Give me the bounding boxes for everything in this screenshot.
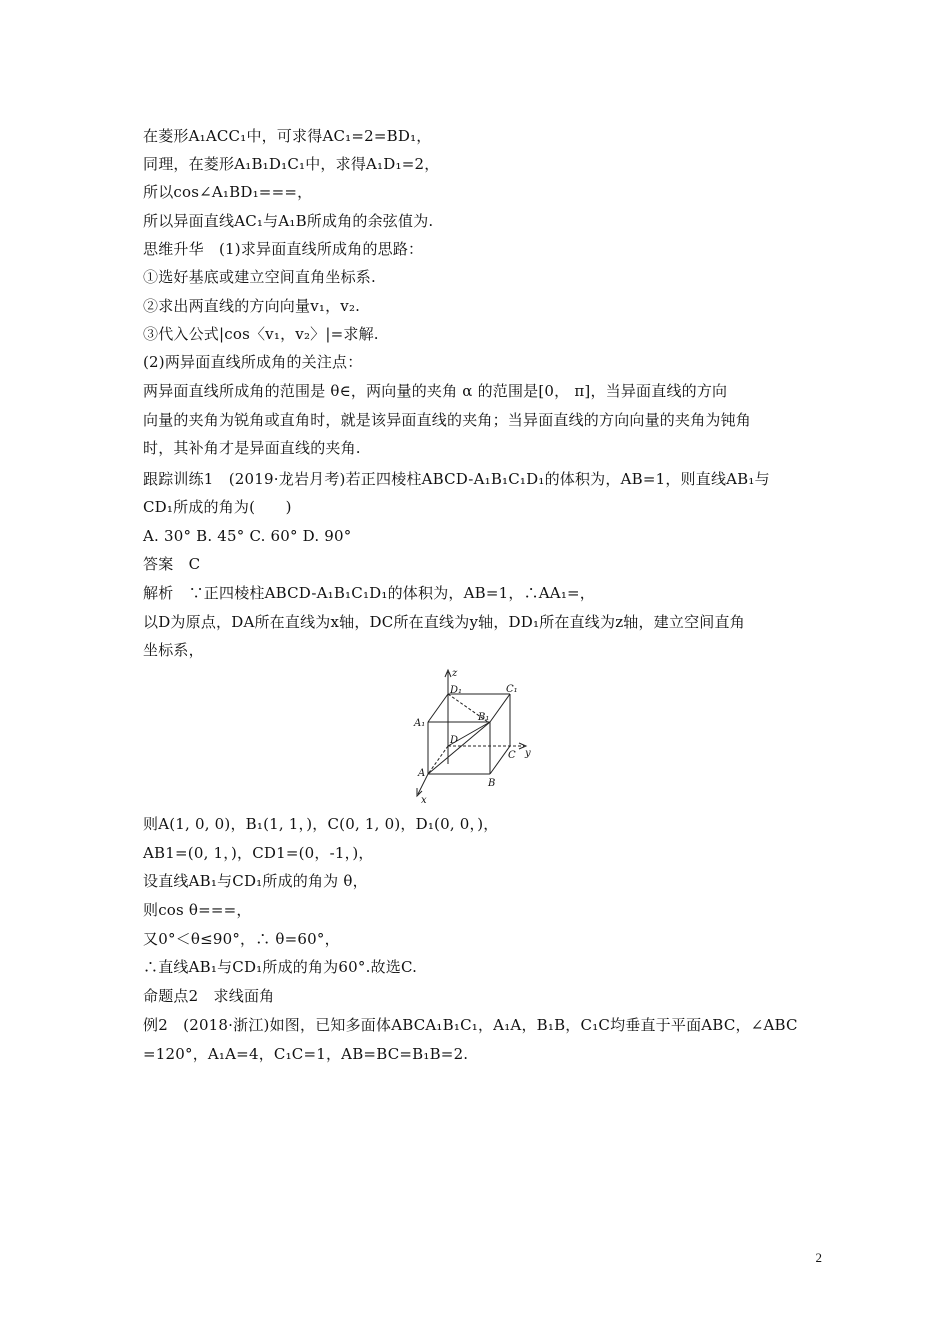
label-B1: B₁ bbox=[478, 712, 490, 723]
text-line: 所以cos∠A₁BD₁===， bbox=[143, 183, 313, 201]
text-line: 时，其补角才是异面直线的夹角. bbox=[143, 439, 361, 457]
text-line: 则cos θ===， bbox=[143, 901, 252, 919]
text-line: ③代入公式|cos〈v₁，v₂〉|=求解. bbox=[143, 325, 379, 343]
text-line: 则A(1, 0, 0)，B₁(1, 1，)，C(0, 1, 0)，D₁(0, 0，)， bbox=[143, 815, 499, 833]
text-line: CD₁所成的角为( ) bbox=[143, 498, 292, 516]
edge-B-C bbox=[490, 746, 510, 774]
text-line: 答案 C bbox=[143, 555, 201, 573]
label-x: x bbox=[421, 795, 427, 804]
label-z: z bbox=[452, 668, 458, 679]
label-y: y bbox=[525, 748, 531, 759]
text-line: 跟踪训练1 (2019·龙岩月考)若正四棱柱ABCD-A₁B₁C₁D₁的体积为，AB=1，则直线AB₁与 bbox=[143, 470, 770, 488]
text-line: 在菱形A₁ACC₁中，可求得AC₁=2=BD₁， bbox=[143, 127, 432, 145]
edge-B1-C1 bbox=[490, 694, 510, 722]
text-line: 命题点2 求线面角 bbox=[143, 987, 275, 1005]
text-line: 坐标系， bbox=[143, 641, 204, 659]
text-line: 两异面直线所成角的范围是 θ∈，两向量的夹角 α 的范围是[0， π]，当异面直线的方向 bbox=[143, 382, 728, 400]
segment-A-B1 bbox=[428, 722, 490, 774]
text-line: A. 30° B. 45° C. 60° D. 90° bbox=[143, 527, 352, 545]
text-line: ②求出两直线的方向向量v₁，v₂. bbox=[143, 297, 361, 315]
text-line: 解析 ∵正四棱柱ABCD-A₁B₁C₁D₁的体积为，AB=1，∴AA₁=， bbox=[143, 584, 596, 602]
text-line: 所以异面直线AC₁与A₁B所成角的余弦值为. bbox=[143, 212, 434, 230]
label-B: B bbox=[488, 778, 496, 789]
cube-coordinate-figure bbox=[408, 664, 544, 804]
text-line: 向量的夹角为锐角或直角时，就是该异面直线的夹角；当异面直线的方向向量的夹角为钝角 bbox=[143, 411, 752, 429]
text-line: ∴直线AB₁与CD₁所成的角为60°.故选C. bbox=[143, 958, 418, 976]
edge-A1-D1 bbox=[428, 694, 448, 722]
label-A1: A₁ bbox=[414, 718, 426, 729]
label-C1: C₁ bbox=[506, 684, 518, 695]
text-line: AB1=(0, 1，)，CD1=(0，-1，)， bbox=[143, 844, 374, 862]
text-line: 同理，在菱形A₁B₁D₁C₁中，求得A₁D₁=2， bbox=[143, 155, 440, 173]
text-line: 又0°＜θ≤90°，∴ θ=60°， bbox=[143, 930, 340, 948]
label-A: A bbox=[418, 768, 426, 779]
label-D1: D₁ bbox=[450, 685, 463, 696]
text-line: 例2 (2018·浙江)如图，已知多面体ABCA₁B₁C₁，A₁A，B₁B，C₁C均垂直于平面ABC，∠ABC bbox=[143, 1016, 798, 1034]
label-C: C bbox=[508, 750, 516, 761]
text-line: 思维升华 (1)求异面直线所成角的思路： bbox=[143, 240, 424, 258]
text-line: 以D为原点，DA所在直线为x轴，DC所在直线为y轴，DD₁所在直线为z轴，建立空间直角 bbox=[143, 613, 745, 631]
text-line: ①选好基底或建立空间直角坐标系. bbox=[143, 268, 376, 286]
text-line: =120°，A₁A=4，C₁C=1，AB=BC=B₁B=2. bbox=[143, 1045, 469, 1063]
text-line: (2)两异面直线所成角的关注点： bbox=[143, 353, 363, 371]
label-D: D bbox=[450, 735, 459, 746]
page-number: 2 bbox=[815, 1250, 822, 1265]
text-line: 设直线AB₁与CD₁所成的角为 θ， bbox=[143, 872, 368, 890]
